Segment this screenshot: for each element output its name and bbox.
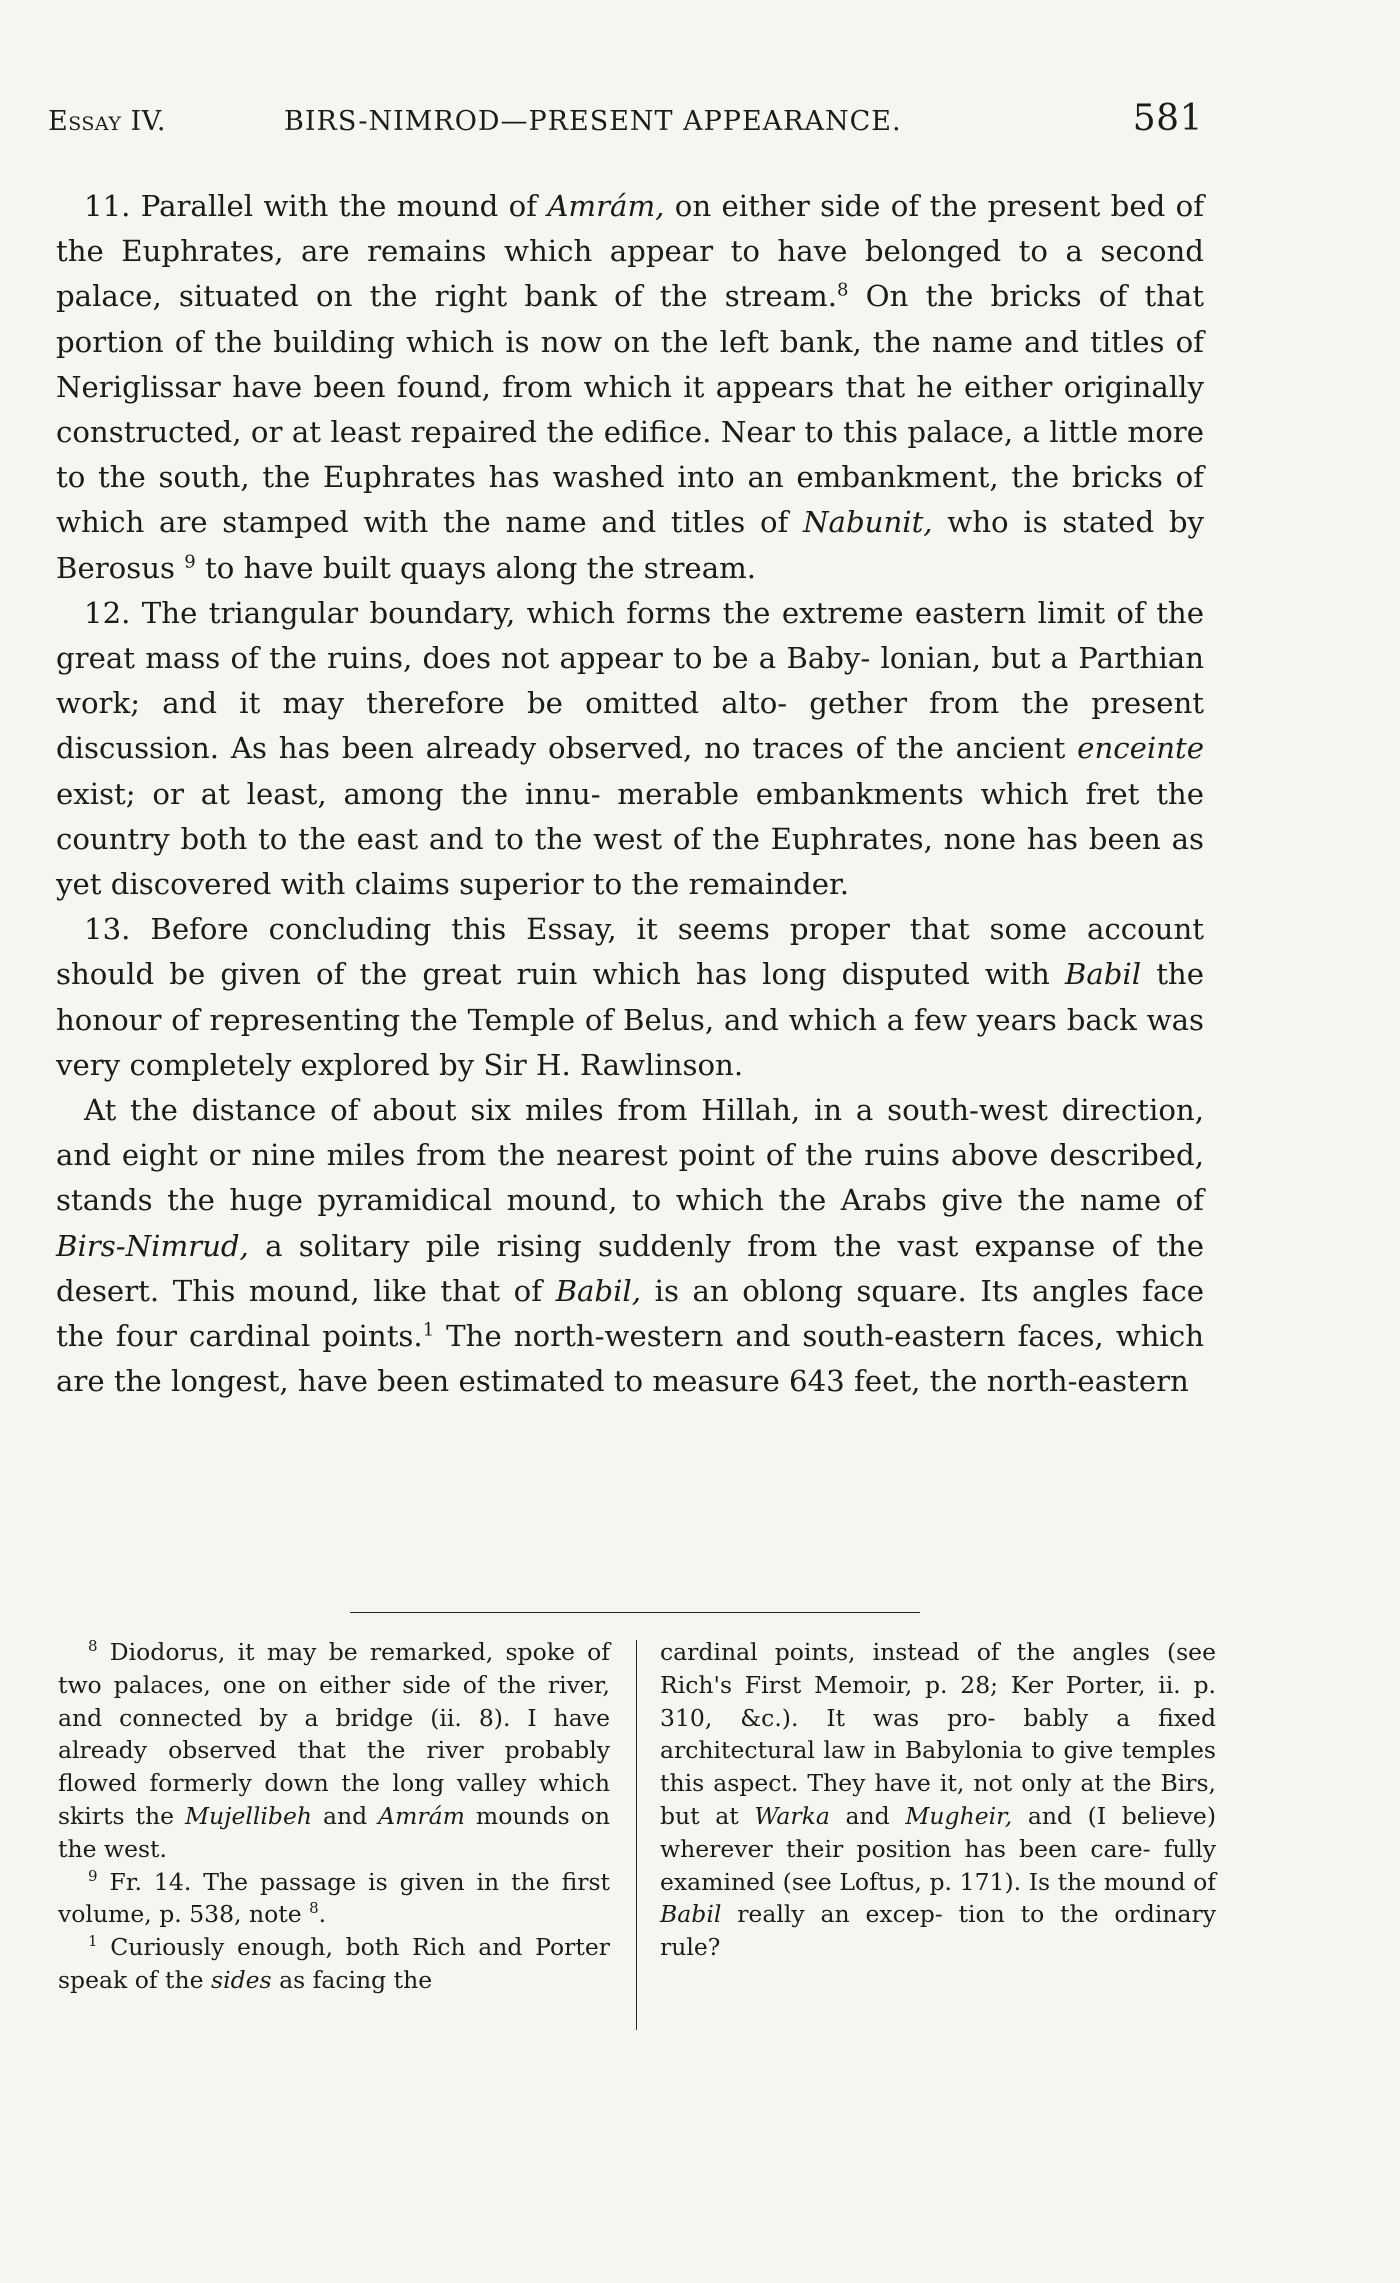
text-span: 12. The triangular boundary, which forms the extreme eastern limit of the great mass of the ruins, does not appear to be a Baby- lonian, but a Parthian work; and it may therefore be omitted alto- gether from the present discussion. As has been already observed, no traces of the ancient [56,595,1204,766]
text-span: cardinal points, instead of the angles (see Rich's First Memoir, p. 28; Ker Porter, ii. p. 310, &c.). It was pro- bably a fixed architectural law in Babylonia to give temples this aspect. They have it, not only at the Birs, but at [660,1638,1216,1830]
footnote-number: 8 [88,1637,98,1656]
text-span: mounds on the west. [58,1801,610,1863]
text-span: exist; or at least, among the innu- merable embankments which fret the country both to the east and to the west of the Euphrates, none has been as yet discovered with claims superior to the remainder. [56,776,1204,902]
italic-term: Amrám, [547,189,665,223]
paragraph-12 [56,591,1204,907]
italic-term: Mujellibeh [184,1801,313,1830]
text-span: as facing the [271,1965,433,1994]
text-span: is an oblong square. Its angles face the four cardinal points. [56,1273,1204,1354]
text-span: 13. Before concluding this Essay, it seems proper that some account should be given of the great ruin which has long disputed with [56,912,1204,992]
paragraph-14 [56,1088,1204,1404]
text-span: really an excep- tion to the ordinary rule? [660,1900,1216,1962]
text-span: At the distance of about six miles from Hillah, in a south-west direction, and eight or nine miles from the nearest point of the ruins above described, stands the huge pyramidical mound, to which the Arabs give the name of [56,1093,1204,1218]
text-span: a solitary pile rising suddenly from the vast expanse of the desert. This mound, like that of [56,1228,1204,1308]
italic-term: Mugheir, [905,1801,1013,1830]
text-span: 11. Parallel with the mound of [84,189,548,223]
text-span: Fr. 14. The passage is given in the first volume, p. 538, note [58,1867,610,1929]
text-span: and (I believe) wherever their position has been care- fully examined (see Loftus, p. 171). Is the mound of [660,1801,1216,1896]
essay-label: Essay IV. [48,106,167,137]
footnote-number: 1 [88,1932,98,1951]
footnote-marker: 8 [836,279,849,301]
text-span: The north-western and south-eastern faces, which are the longest, have been estimated to measure 643 feet, the north-eastern [56,1319,1204,1399]
paragraph-13 [56,907,1204,1088]
footnote-1-continued [660,1636,1216,1964]
italic-term: sides [211,1965,272,1994]
footnote-9 [58,1866,610,1932]
page-number: 581 [1132,98,1203,139]
italic-term: enceinte [1077,731,1204,766]
footnote-8 [58,1636,610,1866]
footnote-rule [350,1612,920,1613]
text-span: On the bricks of that portion of the building which is now on the left bank, the name and titles of Neriglissar have been found, from which it appears that he either originally constructed, or at least repaired the edifice. Near to this palace, a little more to the south, the Euphrates has washed into an embankment, the bricks of which are stamped with the name and titles of [56,279,1204,540]
footnote-marker: 9 [184,550,196,572]
footnote-column-left [58,1636,610,1997]
running-head [48,98,1203,146]
main-text [56,184,1204,1404]
text-span: and [829,1801,906,1830]
text-span: Curiously enough, both Rich and Porter speak of the [58,1933,610,1994]
text-span: on either side of the present bed of the Euphrates, are remains which appear to have belonged to a second palace, situated on the right bank of the stream. [56,189,1204,314]
footnote-number: 9 [88,1866,98,1885]
column-divider [636,1640,637,2030]
italic-term: Birs-Nimrud, [56,1228,249,1263]
chapter-heading: BIRS-NIMROD—PRESENT APPEARANCE. [284,106,902,137]
text-span: to have built quays along the stream. [195,550,757,585]
italic-term: Amrám [378,1801,465,1830]
footnote-1 [58,1931,610,1997]
footnotes [58,1636,1218,2036]
footnote-column-right [660,1636,1216,1964]
italic-term: Babil [660,1900,722,1929]
italic-term: Babil, [555,1273,642,1308]
text-span: and [312,1801,379,1830]
italic-term: Warka [754,1801,830,1830]
paragraph-11 [56,184,1204,591]
text-span: Diodorus, it may be remarked, spoke of two palaces, one on either side of the river, and connected by a bridge (ii. 8). I have already observed that the river probably flowed formerly down the long valley which skirts the [58,1638,610,1830]
italic-term: Babil [1064,957,1142,992]
footnote-marker: 1 [422,1319,435,1341]
text-span: the honour of representing the Temple of Belus, and which a few years back was very completely explored by Sir H. Rawlinson. [56,957,1204,1082]
italic-term: Nabunit, [803,505,933,540]
text-span: . [318,1900,327,1929]
text-span: who is stated by Berosus [56,505,1204,585]
footnote-reference: 8 [309,1899,319,1918]
